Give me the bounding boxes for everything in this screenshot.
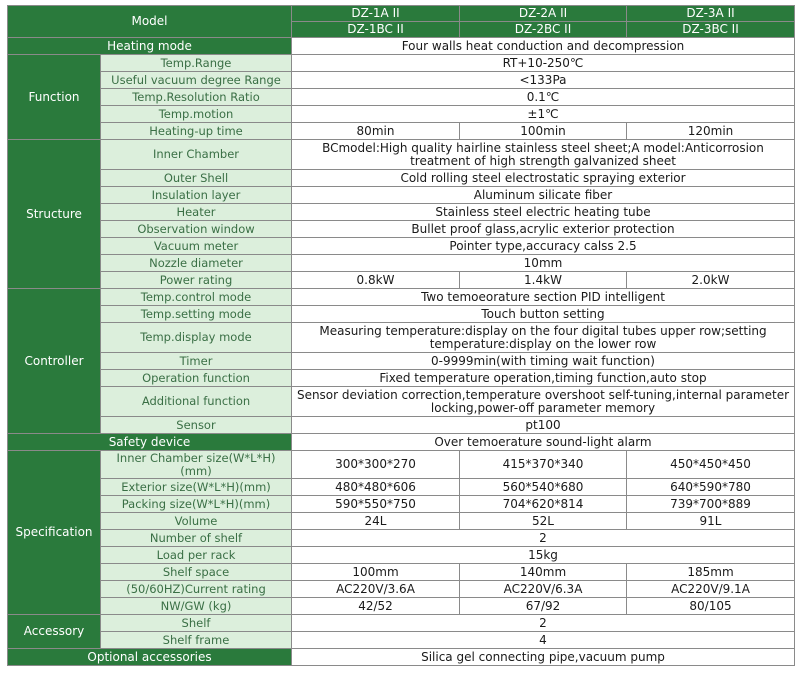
additional-value: Sensor deviation correction,temperature overshoot self-tuning,internal parameter locking,power-off parameter memory: [292, 387, 795, 417]
shelf-value: 2: [292, 615, 795, 632]
current-3: AC220V/9.1A: [627, 581, 795, 598]
power-3: 2.0kW: [627, 272, 795, 289]
shelf-space-3: 185mm: [627, 564, 795, 581]
volume-2: 52L: [460, 513, 627, 530]
exterior-size-3: 640*590*780: [627, 479, 795, 496]
exterior-size-1: 480*480*606: [292, 479, 460, 496]
controller-group: Controller: [8, 289, 101, 434]
volume-1: 24L: [292, 513, 460, 530]
packing-size-1: 590*550*750: [292, 496, 460, 513]
insulation-value: Aluminum silicate fiber: [292, 187, 795, 204]
model-3a: DZ-3A II: [627, 6, 795, 22]
exterior-size-2: 560*540*680: [460, 479, 627, 496]
setting-mode-value: Touch button setting: [292, 306, 795, 323]
timer-label: Timer: [101, 353, 292, 370]
model-1a: DZ-1A II: [292, 6, 460, 22]
heater-value: Stainless steel electric heating tube: [292, 204, 795, 221]
header-row: [8, 6, 795, 22]
vacuum-meter-value: Pointer type,accuracy calss 2.5: [292, 238, 795, 255]
operation-value: Fixed temperature operation,timing function,auto stop: [292, 370, 795, 387]
vacuum-range-label: Useful vacuum degree Range: [101, 72, 292, 89]
safety-value: Over temoerature sound-light alarm: [292, 434, 795, 451]
inner-size-1: 300*300*270: [292, 451, 460, 479]
vacuum-meter-label: Vacuum meter: [101, 238, 292, 255]
current-label: (50/60HZ)Current rating: [101, 581, 292, 598]
model-3bc: DZ-3BC II: [627, 22, 795, 38]
optional-label: Optional accessories: [8, 649, 292, 666]
sensor-label: Sensor: [101, 417, 292, 434]
nozzle-label: Nozzle diameter: [101, 255, 292, 272]
additional-label: Additional function: [101, 387, 292, 417]
volume-label: Volume: [101, 513, 292, 530]
packing-size-2: 704*620*814: [460, 496, 627, 513]
heating-mode-value: Four walls heat conduction and decompression: [292, 38, 795, 55]
display-mode-label: Temp.display mode: [101, 323, 292, 353]
outer-shell-value: Cold rolling steel electrostatic spraying exterior: [292, 170, 795, 187]
shelves-value: 2: [292, 530, 795, 547]
shelf-space-label: Shelf space: [101, 564, 292, 581]
model-2bc: DZ-2BC II: [460, 22, 627, 38]
control-mode-label: Temp.control mode: [101, 289, 292, 306]
heater-label: Heater: [101, 204, 292, 221]
resolution-label: Temp.Resolution Ratio: [101, 89, 292, 106]
power-label: Power rating: [101, 272, 292, 289]
insulation-label: Insulation layer: [101, 187, 292, 204]
accessory-group: Accessory: [8, 615, 101, 649]
motion-label: Temp.motion: [101, 106, 292, 123]
spec-table: [7, 5, 795, 666]
volume-3: 91L: [627, 513, 795, 530]
power-2: 1.4kW: [460, 272, 627, 289]
shelves-label: Number of shelf: [101, 530, 292, 547]
current-1: AC220V/3.6A: [292, 581, 460, 598]
model-header: Model: [8, 6, 292, 38]
motion-value: ±1℃: [292, 106, 795, 123]
shelf-space-1: 100mm: [292, 564, 460, 581]
inner-chamber-label: Inner Chamber: [101, 140, 292, 170]
sensor-value: pt100: [292, 417, 795, 434]
display-mode-value: Measuring temperature:display on the four digital tubes upper row;setting temperature:display on the lower row: [292, 323, 795, 353]
current-2: AC220V/6.3A: [460, 581, 627, 598]
inner-size-3: 450*450*450: [627, 451, 795, 479]
specification-group: Specification: [8, 451, 101, 615]
vacuum-range-value: <133Pa: [292, 72, 795, 89]
heating-mode-label: Heating mode: [8, 38, 292, 55]
resolution-value: 0.1℃: [292, 89, 795, 106]
load-value: 15kg: [292, 547, 795, 564]
heating-time-label: Heating-up time: [101, 123, 292, 140]
shelf-frame-value: 4: [292, 632, 795, 649]
setting-mode-label: Temp.setting mode: [101, 306, 292, 323]
weight-3: 80/105: [627, 598, 795, 615]
power-1: 0.8kW: [292, 272, 460, 289]
control-mode-value: Two temoeorature section PID intelligent: [292, 289, 795, 306]
shelf-label: Shelf: [101, 615, 292, 632]
structure-group: Structure: [8, 140, 101, 289]
heating-time-2: 100min: [460, 123, 627, 140]
inner-chamber-value: BCmodel:High quality hairline stainless steel sheet;A model:Anticorrosion treatment of high strength galvanized sheet: [292, 140, 795, 170]
optional-value: Silica gel connecting pipe,vacuum pump: [292, 649, 795, 666]
heating-time-3: 120min: [627, 123, 795, 140]
window-value: Bullet proof glass,acrylic exterior protection: [292, 221, 795, 238]
weight-1: 42/52: [292, 598, 460, 615]
safety-label: Safety device: [8, 434, 292, 451]
temp-range-value: RT+10-250℃: [292, 55, 795, 72]
packing-size-label: Packing size(W*L*H)(mm): [101, 496, 292, 513]
heating-time-1: 80min: [292, 123, 460, 140]
weight-2: 67/92: [460, 598, 627, 615]
operation-label: Operation function: [101, 370, 292, 387]
shelf-space-2: 140mm: [460, 564, 627, 581]
timer-value: 0-9999min(with timing wait function): [292, 353, 795, 370]
weight-label: NW/GW (kg): [101, 598, 292, 615]
load-label: Load per rack: [101, 547, 292, 564]
packing-size-3: 739*700*889: [627, 496, 795, 513]
window-label: Observation window: [101, 221, 292, 238]
function-group: Function: [8, 55, 101, 140]
model-2a: DZ-2A II: [460, 6, 627, 22]
model-1bc: DZ-1BC II: [292, 22, 460, 38]
inner-size-2: 415*370*340: [460, 451, 627, 479]
shelf-frame-label: Shelf frame: [101, 632, 292, 649]
inner-size-label: Inner Chamber size(W*L*H)(mm): [101, 451, 292, 479]
outer-shell-label: Outer Shell: [101, 170, 292, 187]
nozzle-value: 10mm: [292, 255, 795, 272]
temp-range-label: Temp.Range: [101, 55, 292, 72]
exterior-size-label: Exterior size(W*L*H)(mm): [101, 479, 292, 496]
